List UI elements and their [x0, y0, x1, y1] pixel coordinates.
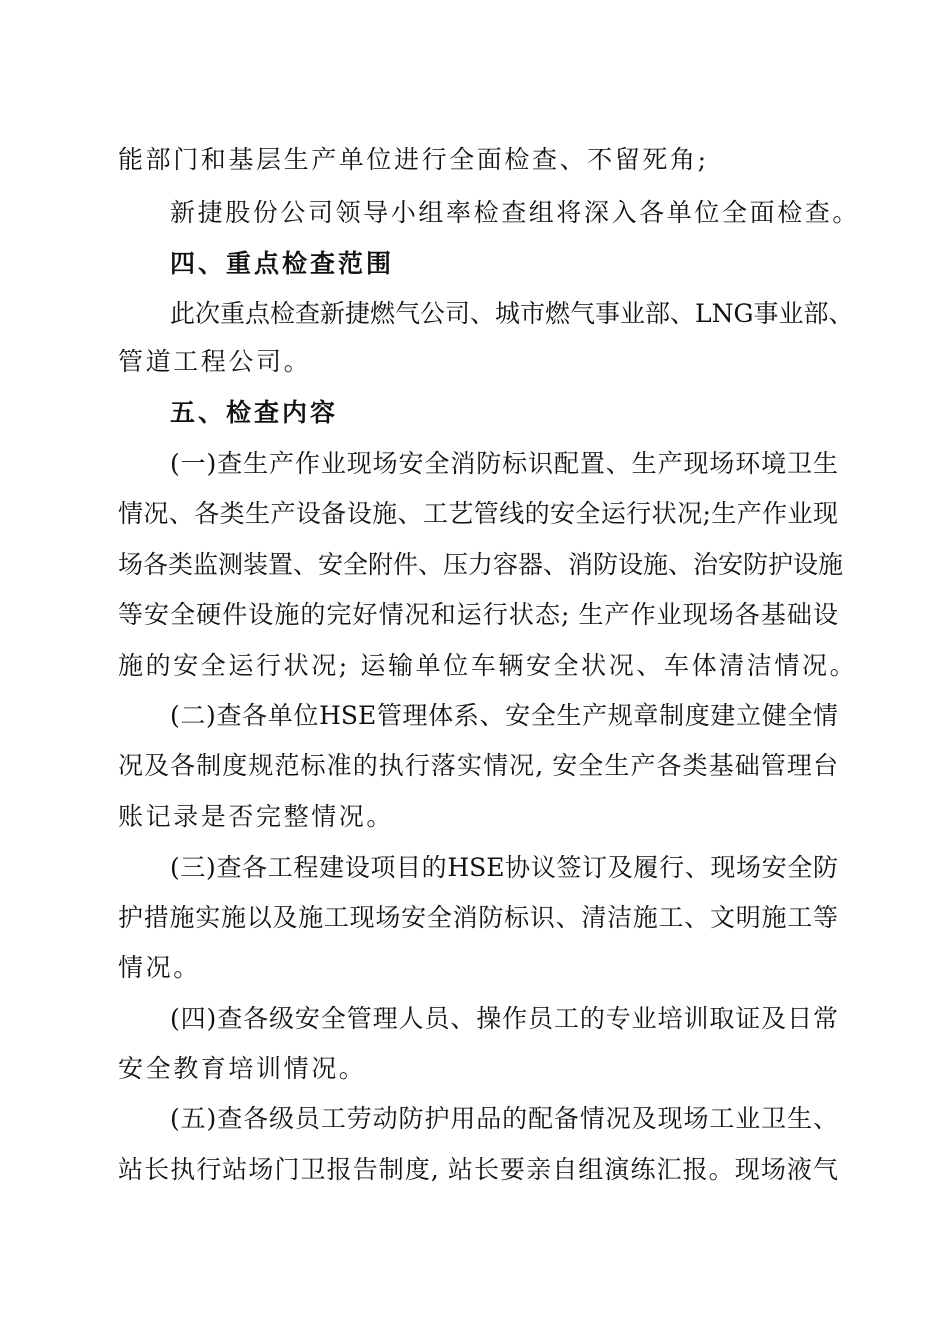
paragraph-line: 场各类监测装置、安全附件、压力容器、消防设施、治安防护设施	[118, 550, 844, 579]
section-heading: 五、检查内容	[170, 398, 339, 427]
paragraph-line: 账记录是否完整情况。	[118, 802, 395, 831]
paragraph-line: (三)查各工程建设项目的HSE协议签订及履行、现场安全防	[170, 853, 838, 882]
paragraph-line: (一)查生产作业现场安全消防标识配置、生产现场环境卫生	[170, 449, 838, 478]
paragraph-line: 情况、各类生产设备设施、工艺管线的安全运行状况;生产作业现	[118, 499, 838, 528]
paragraph-line: 此次重点检查新捷燃气公司、城市燃气事业部、LNG事业部、	[170, 299, 854, 328]
paragraph-line: 护措施实施以及施工现场安全消防标识、清洁施工、文明施工等	[118, 903, 838, 932]
paragraph-line: 能部门和基层生产单位进行全面检查、不留死角;	[118, 145, 709, 174]
paragraph-line: (五)查各级员工劳动防护用品的配备情况及现场工业卫生、	[170, 1104, 838, 1133]
section-heading: 四、重点检查范围	[170, 249, 395, 278]
paragraph-line: 等安全硬件设施的完好情况和运行状态; 生产作业现场各基础设	[118, 600, 838, 629]
paragraph-line: (四)查各级安全管理人员、操作员工的专业培训取证及日常	[170, 1004, 838, 1033]
paragraph-line: 况及各制度规范标准的执行落实情况, 安全生产各类基础管理台	[118, 751, 838, 780]
paragraph-line: 施的安全运行状况; 运输单位车辆安全状况、车体清洁情况。	[118, 651, 858, 680]
paragraph-line: (二)查各单位HSE管理体系、安全生产规章制度建立健全情	[170, 701, 838, 730]
paragraph-line: 情况。	[118, 953, 201, 982]
paragraph-line: 新捷股份公司领导小组率检查组将深入各单位全面检查。	[170, 198, 861, 227]
paragraph-line: 安全教育培训情况。	[118, 1054, 367, 1083]
paragraph-line: 站长执行站场门卫报告制度, 站长要亲自组演练汇报。现场液气	[118, 1155, 838, 1184]
paragraph-line: 管道工程公司。	[118, 347, 312, 376]
